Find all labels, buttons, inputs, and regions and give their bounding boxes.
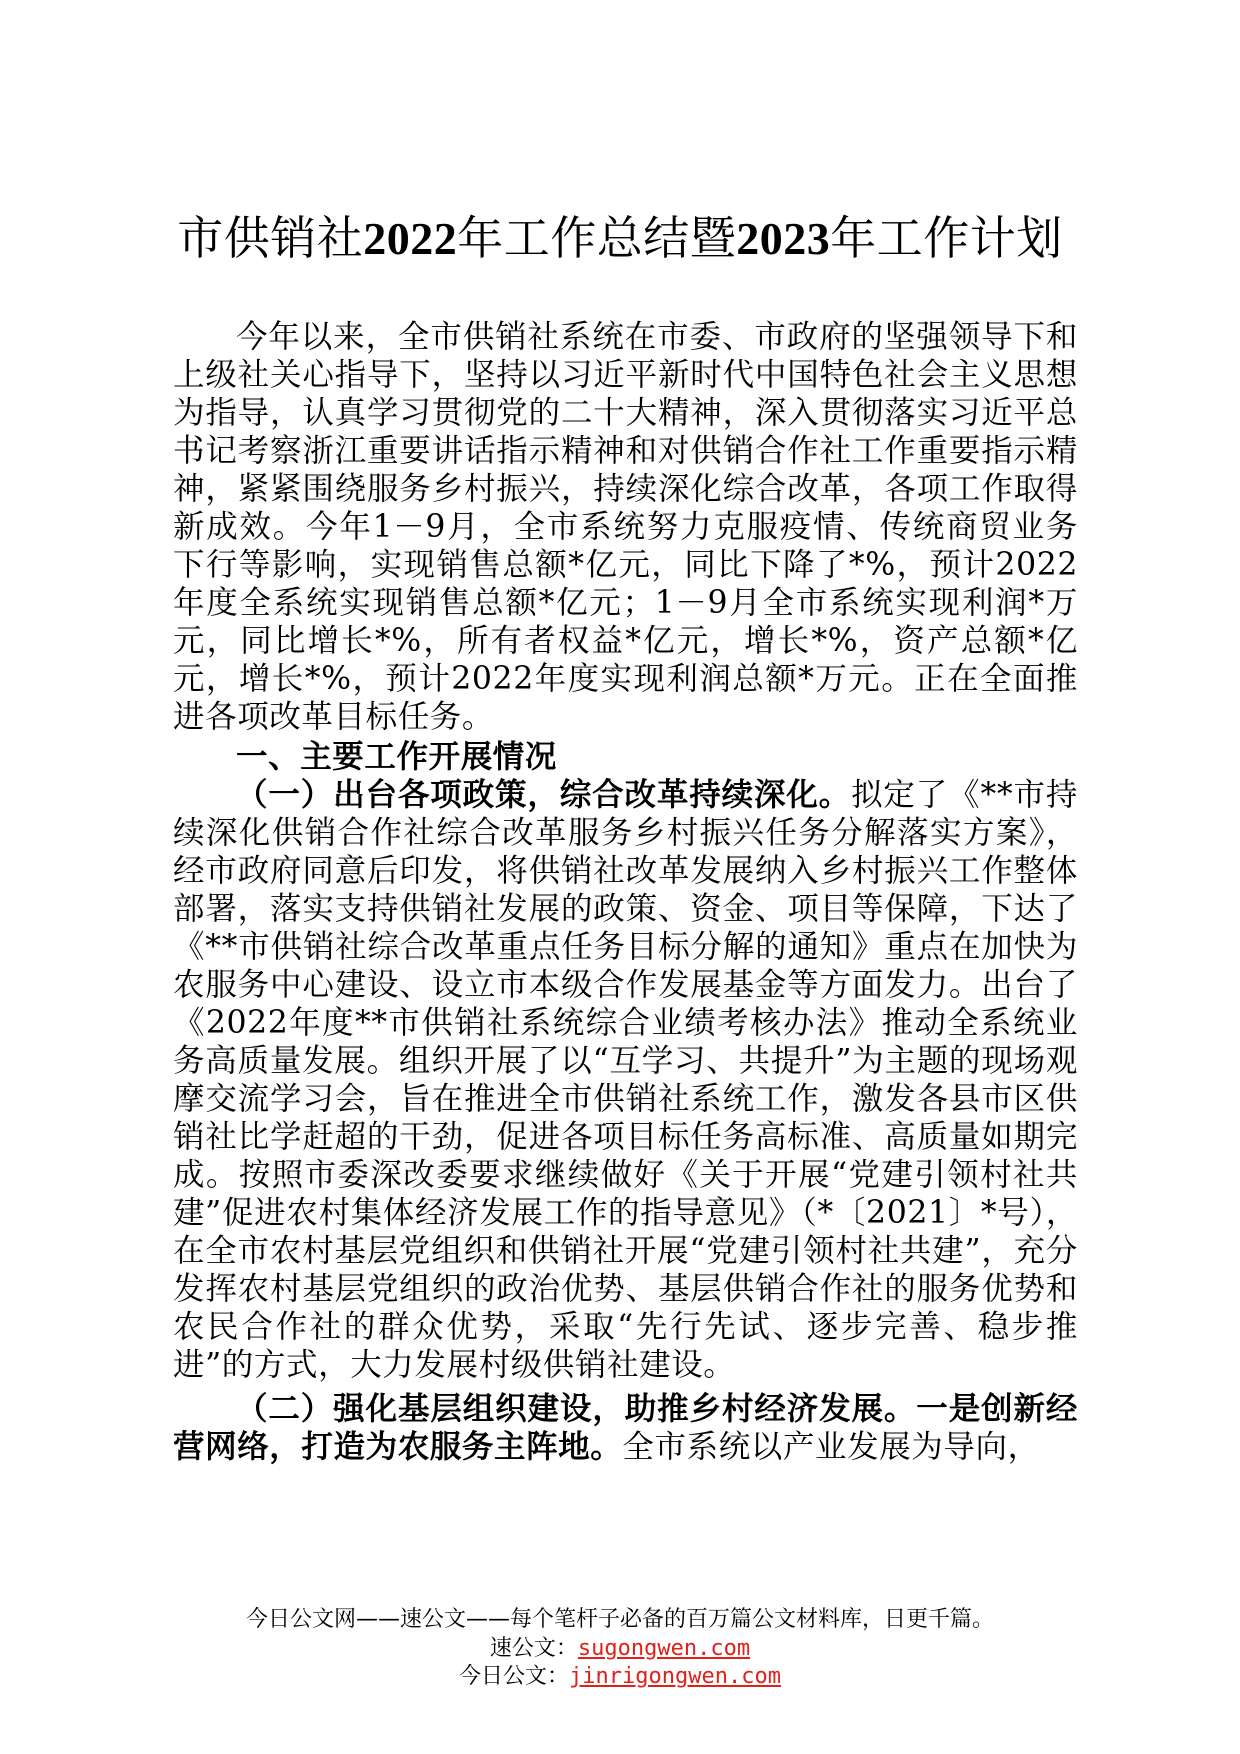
title-middle: 年工作总结暨 <box>457 211 737 265</box>
subsection-2-paragraph <box>173 1390 1078 1466</box>
footer-sugongwen-label: 速公文： <box>489 1636 578 1661</box>
footer-jinrigongwen-label: 今日公文： <box>459 1664 570 1689</box>
subsection-1-paragraph <box>173 776 1078 1384</box>
subsection-2-body: 全市系统以产业发展为导向， <box>622 1429 1040 1465</box>
document-title <box>80 208 1160 269</box>
title-year-2022: 2022 <box>363 213 458 264</box>
intro-paragraph: 今年以来，全市供销社系统在市委、市政府的坚强领导下和上级社关心指导下，坚持以习近平新时代中国特色社会主义思想为指导，认真学习贯彻党的二十大精神，深入贯彻落实习近平总书记考察浙江重要讲话指示精神和对供销合作社工作重要指示精神，紧紧围绕服务乡村振兴，持续深化综合改革，各项工作取得新成效。今年1－9月，全市系统努力克服疫情、传统商贸业务下行等影响，实现销售总额*亿元，同比下降了*%，预计2022年度全系统实现销售总额*亿元；1－9月全市系统实现利润*万元，同比增长*%，所有者权益*亿元，增长*%，资产总额*亿元，增长*%，预计2022年度实现利润总额*万元。正在全面推进各项改革目标任务。 <box>173 319 1078 735</box>
title-year-2023: 2023 <box>736 213 831 264</box>
document-body <box>173 318 1078 1466</box>
title-suffix: 年工作计划 <box>830 211 1063 265</box>
subsection-2-heading: （二）强化基层组织建设，助推乡村经济发展。一是创新经营网络，打造为农服务主阵地。 <box>173 1391 1078 1465</box>
title-prefix: 市供销社 <box>177 211 364 265</box>
jinrigongwen-link[interactable]: jinrigongwen.com <box>569 1664 781 1689</box>
subsection-1-body: 拟定了《**市持续深化供销合作社综合改革服务乡村振兴任务分解落实方案》，经市政府同意后印发，将供销社改革发展纳入乡村振兴工作整体部署，落实支持供销社发展的政策、资金、项目等保障，下达了《**市供销社综合改革重点任务目标分解的通知》重点在加快为农服务中心建设、设立市本级合作发展基金等方面发力。出台了《2022年度**市供销社系统综合业绩考核办法》推动全系统业务高质量发展。组织开展了以“互学习、共提升”为主题的现场观摩交流学习会，旨在推进全市供销社系统工作，激发各县市区供销社比学赶超的干劲，促进各项目标任务高标准、高质量如期完成。按照市委深改委要求继续做好《关于开展“党建引领村社共建”促进农村集体经济发展工作的指导意见》（*〔2021〕*号），在全市农村基层党组织和供销社开展“党建引领村社共建”，充分发挥农村基层党组织的政治优势、基层供销合作社的服务优势和农民合作社的群众优势，采取“先行先试、逐步完善、稳步推进”的方式，大力发展村级供销社建设。 <box>173 777 1078 1383</box>
footer-jinrigongwen <box>0 1662 1240 1692</box>
subsection-1-heading: （一）出台各项政策，综合改革持续深化。 <box>236 777 852 813</box>
section-heading-main-work: 一、主要工作开展情况 <box>236 739 558 775</box>
footer-sugongwen <box>0 1634 1240 1664</box>
footer-tagline: 今日公文网——速公文——每个笔杆子必备的百万篇公文材料库，日更千篇。 <box>245 1607 994 1632</box>
sugongwen-link[interactable]: sugongwen.com <box>577 1636 751 1661</box>
